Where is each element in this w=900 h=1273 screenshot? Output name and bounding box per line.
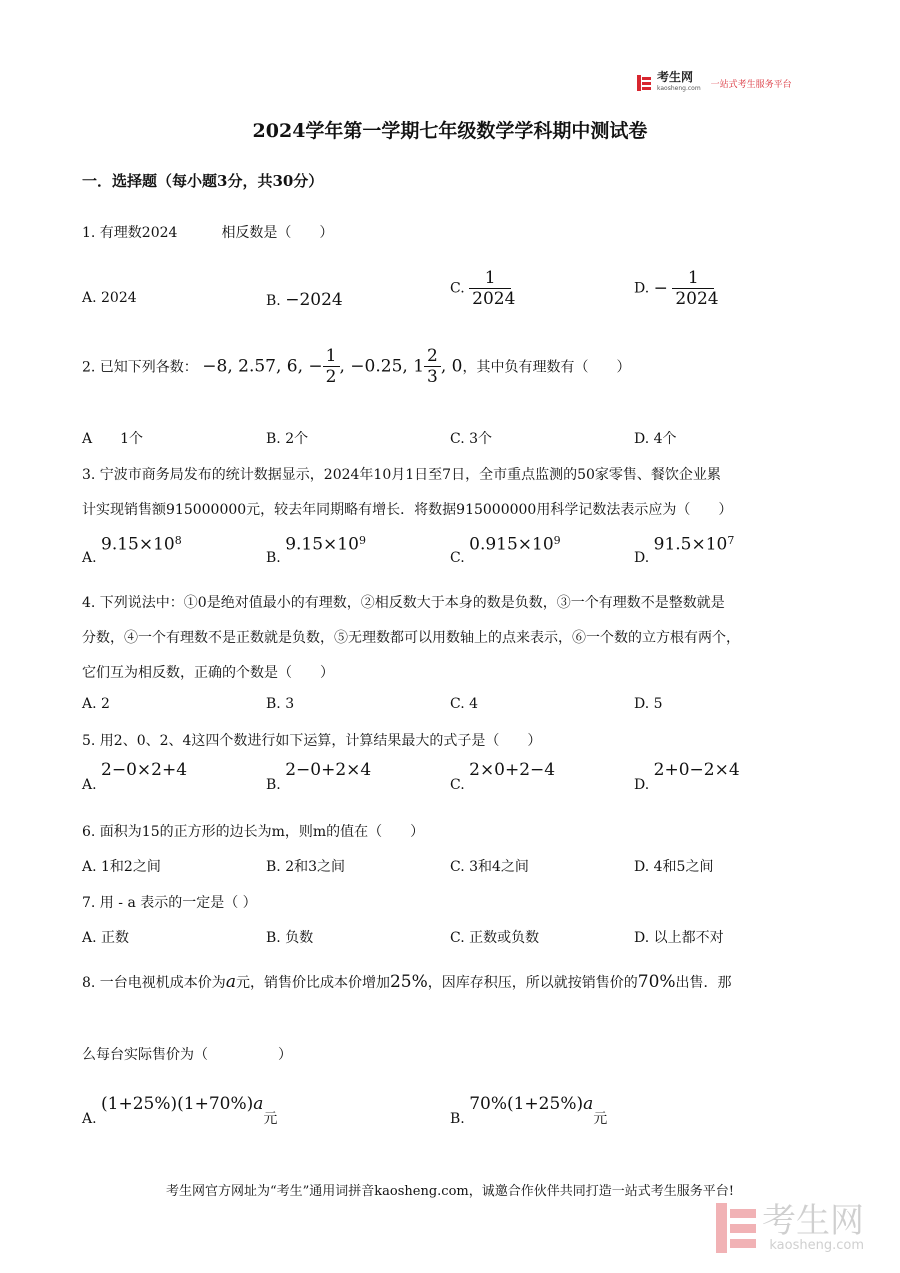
q2-option-d: D. 4个 [634, 431, 677, 447]
q1-option-d: D. − $\frac{1}{2024}$ [634, 268, 719, 309]
q8-option-a: A. (1+25%)(1+70%)a元 [82, 1094, 278, 1127]
q8-line2: 么每台实际售价为（ ） [82, 1047, 292, 1063]
q4-option-c: C. 4 [450, 696, 479, 712]
q4-line1: 4. 下列说法中：①0是绝对值最小的有理数，②相反数大于本身的数是负数，③一个有理数不是整数就是 [82, 595, 725, 611]
q6-option-a: A. 1和2之间 [82, 859, 161, 875]
watermark [716, 1203, 864, 1253]
q7-option-c: C. 正数或负数 [450, 930, 540, 946]
logo-slogan: 一站式考生服务平台 [710, 79, 792, 90]
header-logo [637, 72, 792, 94]
q1-option-a: A. 2024 [82, 290, 137, 306]
q4-option-d: D. 5 [634, 696, 663, 712]
q6-option-b: B. 2和3之间 [266, 859, 346, 875]
q1-option-c: C. $\frac{1}{2024}$ [450, 268, 516, 309]
page-footer: 考生网官方网址为“考生”通用词拼音kaosheng.com，诚邀合作伙伴共同打造一站式考生服务平台! [166, 1184, 734, 1199]
q6-option-c: C. 3和4之间 [450, 859, 529, 875]
q1-option-b: B. −2024 [266, 290, 343, 310]
q7-option-b: B. 负数 [266, 930, 314, 946]
q7-option-a: A. 正数 [82, 930, 130, 946]
watermark-text: 考生网 kaosheng.com [762, 1201, 864, 1253]
q7-option-d: D. 以上都不对 [634, 930, 724, 946]
page-title: 2024学年第一学期七年级数学学科期中测试卷 [252, 120, 648, 142]
q4-option-a: A. 2 [82, 696, 110, 712]
q1-stem: 1. 有理数2024 相反数是（ ） [82, 225, 334, 241]
q4-line2: 分数，④一个有理数不是正数就是负数，⑤无理数都可以用数轴上的点来表示，⑥一个数的立方根有两个， [82, 630, 740, 646]
q6-stem: 6. 面积为15的正方形的边长为m，则m的值在（ ） [82, 824, 425, 840]
q8-stem: 8. 一台电视机成本价为a元，销售价比成本价增加25%，因库存积压，所以就按销售价的70%出售．那 [82, 972, 732, 992]
section-heading: 一．选择题（每小题3分，共30分） [82, 172, 324, 190]
q2-option-c: C. 3个 [450, 431, 493, 447]
q7-stem: 7. 用 - a 表示的一定是（ ） [82, 895, 257, 911]
q3-line2: 计实现销售额915000000元，较去年同期略有增长．将数据915000000用科学记数法表示应为（ ） [82, 502, 733, 518]
q5-option-c: C. 2×0+2−4 [450, 760, 556, 793]
q4-line3: 它们互为相反数，正确的个数是（ ） [82, 665, 334, 681]
logo-mark-icon [637, 75, 651, 91]
q3-option-b: B. $9.15\times 10^9$ [266, 534, 366, 566]
q5-option-d: D. 2+0−2×4 [634, 760, 740, 793]
q8-option-b: B. 70%(1+25%)a元 [450, 1094, 608, 1127]
q4-option-b: B. 3 [266, 696, 295, 712]
q3-option-d: D. $91.5\times 10^7$ [634, 534, 735, 566]
q5-option-a: A. 2−0×2+4 [82, 760, 188, 793]
q2-option-a: A 1个 [82, 431, 144, 447]
q3-option-a: A. $9.15\times 10^8$ [82, 534, 182, 566]
q5-stem: 5. 用2、0、2、4这四个数进行如下运算，计算结果最大的式子是（ ） [82, 733, 542, 749]
q3-line1: 3. 宁波市商务局发布的统计数据显示，2024年10月1日至7日，全市重点监测的50家零售、餐饮企业累 [82, 467, 721, 483]
q2-stem: 2. 已知下列各数： −8, 2.57, 6, − $\frac{1}{2}$ , −0.25, 1 $\frac{2}{3}$ , 0，其中负有理数有（ ） [82, 346, 631, 387]
logo-brand: 考生网 kaosheng.com [657, 70, 701, 92]
q2-option-b: B. 2个 [266, 431, 309, 447]
q3-option-c: C. $0.915\times 10^9$ [450, 534, 561, 566]
watermark-mark-icon [716, 1203, 756, 1253]
q5-option-b: B. 2−0+2×4 [266, 760, 372, 793]
q6-option-d: D. 4和5之间 [634, 859, 714, 875]
